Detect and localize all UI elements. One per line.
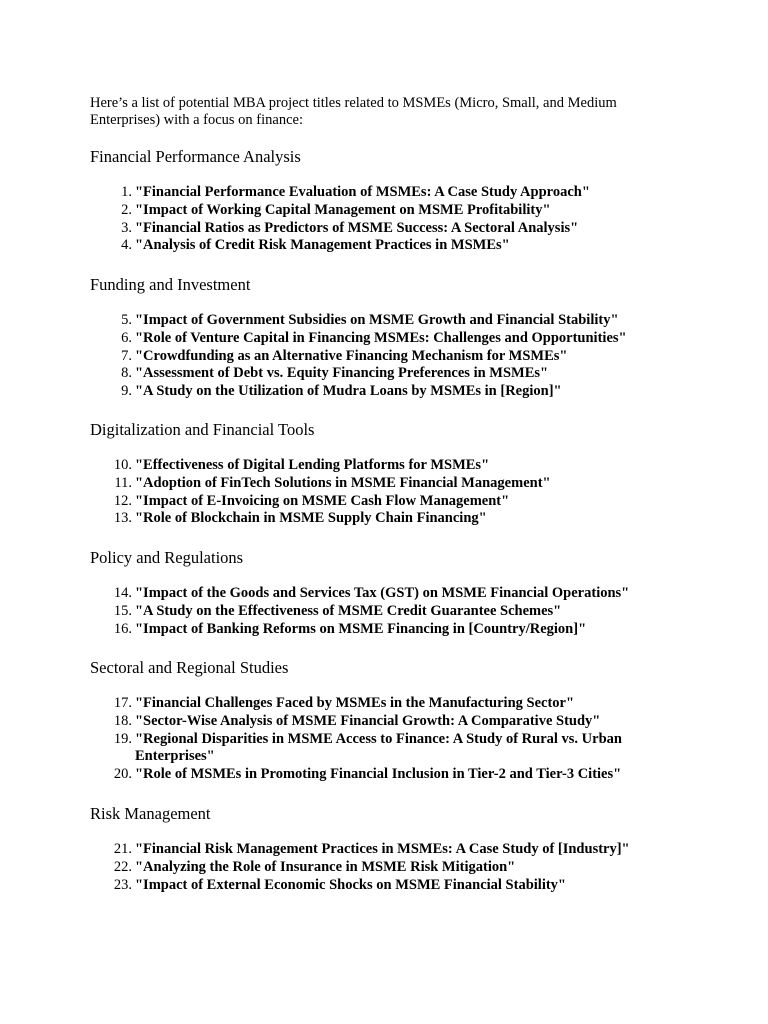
item-title: "Financial Performance Evaluation of MSMEs: A Case Study Approach" bbox=[135, 184, 590, 200]
title-list bbox=[90, 312, 690, 401]
item-number: 16. bbox=[113, 620, 132, 637]
item-number: 14. bbox=[113, 585, 132, 601]
item-title: "Impact of the Goods and Services Tax (GST) on MSME Financial Operations" bbox=[135, 585, 630, 601]
item-number: 18. bbox=[113, 712, 132, 729]
item-number: 22. bbox=[113, 858, 132, 875]
list-item bbox=[90, 695, 690, 713]
list-item bbox=[90, 365, 690, 383]
item-title: "Impact of External Economic Shocks on MSME Financial Stability" bbox=[135, 876, 566, 893]
list-item bbox=[90, 312, 690, 330]
section-heading: Financial Performance Analysis bbox=[90, 147, 301, 166]
item-number: 6. bbox=[121, 329, 132, 346]
item-number: 13. bbox=[113, 510, 132, 527]
item-title: "Analyzing the Role of Insurance in MSME Risk Mitigation" bbox=[135, 858, 516, 875]
list-item bbox=[90, 713, 690, 731]
item-title: "Role of MSMEs in Promoting Financial Inclusion in Tier-2 and Tier-3 Cities" bbox=[135, 766, 622, 783]
list-item bbox=[90, 510, 690, 528]
list-item bbox=[90, 237, 690, 255]
item-number: 17. bbox=[113, 695, 132, 711]
item-title: "Impact of Government Subsidies on MSME Growth and Financial Stability" bbox=[135, 312, 619, 328]
title-list bbox=[90, 184, 690, 255]
item-title: "Analysis of Credit Risk Management Practices in MSMEs" bbox=[135, 237, 510, 254]
item-number: 23. bbox=[113, 876, 132, 893]
list-item bbox=[90, 383, 690, 401]
item-title: "Assessment of Debt vs. Equity Financing Preferences in MSMEs" bbox=[135, 365, 549, 382]
item-number: 7. bbox=[121, 347, 132, 364]
section-heading: Sectoral and Regional Studies bbox=[90, 658, 289, 677]
item-title: "Financial Challenges Faced by MSMEs in the Manufacturing Sector" bbox=[135, 695, 575, 711]
item-title: "A Study on the Effectiveness of MSME Credit Guarantee Schemes" bbox=[135, 602, 562, 619]
item-number: 15. bbox=[113, 602, 132, 619]
section-heading: Risk Management bbox=[90, 804, 211, 823]
section-heading: Funding and Investment bbox=[90, 275, 251, 294]
section-heading: Policy and Regulations bbox=[90, 548, 244, 567]
title-list bbox=[90, 841, 690, 894]
item-title: "Impact of Banking Reforms on MSME Financing in [Country/Region]" bbox=[135, 620, 587, 637]
list-item bbox=[90, 184, 690, 202]
list-item bbox=[90, 330, 690, 348]
item-number: 12. bbox=[113, 492, 132, 509]
item-number: 5. bbox=[121, 312, 132, 328]
item-title: "Crowdfunding as an Alternative Financing Mechanism for MSMEs" bbox=[135, 347, 568, 364]
item-number: 19. bbox=[113, 730, 132, 747]
list-item bbox=[90, 475, 690, 493]
list-item bbox=[90, 493, 690, 511]
item-number: 11. bbox=[114, 474, 132, 491]
item-title: "Financial Ratios as Predictors of MSME Success: A Sectoral Analysis" bbox=[135, 219, 579, 236]
list-item bbox=[90, 731, 690, 767]
list-item bbox=[90, 621, 690, 639]
item-title: "Financial Risk Management Practices in MSMEs: A Case Study of [Industry]" bbox=[135, 841, 630, 857]
title-list bbox=[90, 695, 690, 784]
item-title: "Effectiveness of Digital Lending Platforms for MSMEs" bbox=[135, 457, 490, 473]
title-list bbox=[90, 457, 690, 528]
item-title: "Adoption of FinTech Solutions in MSME Financial Management" bbox=[135, 474, 551, 491]
list-item bbox=[90, 220, 690, 238]
item-number: 2. bbox=[121, 201, 132, 218]
item-title: "Role of Venture Capital in Financing MSMEs: Challenges and Opportunities" bbox=[135, 329, 627, 346]
list-item bbox=[90, 603, 690, 621]
list-item bbox=[90, 766, 690, 784]
item-number: 3. bbox=[121, 219, 132, 236]
title-list bbox=[90, 585, 690, 638]
list-item bbox=[90, 585, 690, 603]
item-number: 21. bbox=[113, 841, 132, 857]
item-number: 1. bbox=[121, 184, 132, 200]
item-title: "Regional Disparities in MSME Access to Finance: A Study of Rural vs. Urban Enterprises" bbox=[135, 730, 622, 765]
item-title: "Impact of Working Capital Management on MSME Profitability" bbox=[135, 201, 551, 218]
item-number: 20. bbox=[113, 766, 132, 783]
list-item bbox=[90, 348, 690, 366]
list-item bbox=[90, 457, 690, 475]
list-item bbox=[90, 877, 690, 895]
list-item bbox=[90, 202, 690, 220]
item-title: "Impact of E-Invoicing on MSME Cash Flow Management" bbox=[135, 492, 510, 509]
section-heading: Digitalization and Financial Tools bbox=[90, 420, 315, 439]
item-title: "A Study on the Utilization of Mudra Loans by MSMEs in [Region]" bbox=[135, 383, 562, 400]
item-number: 4. bbox=[121, 237, 132, 254]
item-number: 9. bbox=[121, 383, 132, 400]
list-item bbox=[90, 841, 690, 859]
item-number: 10. bbox=[113, 457, 132, 473]
item-number: 8. bbox=[121, 365, 132, 382]
item-title: "Role of Blockchain in MSME Supply Chain Financing" bbox=[135, 510, 487, 527]
list-item bbox=[90, 859, 690, 877]
item-title: "Sector-Wise Analysis of MSME Financial Growth: A Comparative Study" bbox=[135, 712, 601, 729]
intro-paragraph: Here’s a list of potential MBA project titles related to MSMEs (Micro, Small, and Medium Enterprises) with a focus on finance: bbox=[90, 95, 617, 128]
